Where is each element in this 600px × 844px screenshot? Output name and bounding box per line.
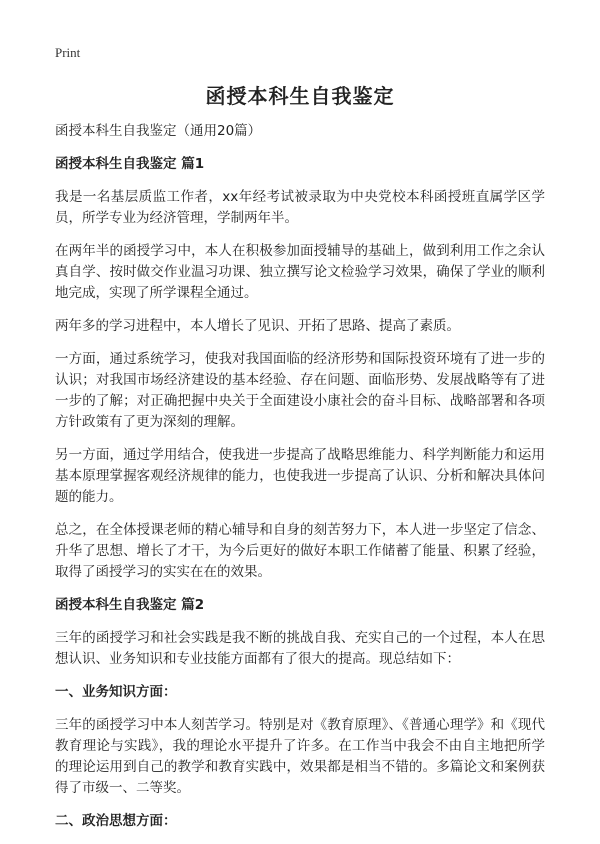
section-heading-2: 函授本科生自我鉴定 篇2 xyxy=(55,597,205,613)
page-title: 函授本科生自我鉴定 xyxy=(205,84,395,108)
section-1-paragraph-3: 两年多的学习进程中，本人增长了见识、开拓了思路、提高了素质。 xyxy=(55,318,460,334)
section-1-paragraph-5: 另一方面，通过学用结合，使我进一步提高了战略思维能力、科学判断能力和运用基本原理掌握客观经济规律的能力，也使我进一步提高了认识、分析和解决具体问题的能力。 xyxy=(55,447,545,505)
subsection-heading-1: 一、业务知识方面： xyxy=(55,684,177,700)
document-body xyxy=(55,121,545,844)
section-1-paragraph-4: 一方面，通过系统学习，使我对我国面临的经济形势和国际投资环境有了进一步的认识；对我国市场经济建设的基本经验、存在问题、面临形势、发展战略等有了进一步的了解；对正确把握中央关于全面建设小康社会的奋斗目标、战略部署和各项方针政策有了更为深刻的理解。 xyxy=(55,351,545,430)
section-heading-1: 函授本科生自我鉴定 篇1 xyxy=(55,156,205,172)
subsection-1-paragraph-1: 三年的函授学习中本人刻苦学习。特别是对《教育原理》、《普通心理学》和《现代教育理论与实践》，我的理论水平提升了许多。在工作当中我会不由自主地把所学的理论运用到自己的教学和教育实践中，效果都是相当不错的。多篇论文和案例获得了市级一、二等奖。 xyxy=(55,717,545,796)
document-subtitle: 函授本科生自我鉴定（通用20篇） xyxy=(55,123,262,139)
section-1-paragraph-1: 我是一名基层质监工作者，xx年经考试被录取为中央党校本科函授班直属学区学员，所学专业为经济管理，学制两年半。 xyxy=(55,189,545,226)
print-link[interactable]: Print xyxy=(55,45,81,60)
subsection-heading-2: 二、政治思想方面： xyxy=(55,813,177,829)
section-1-paragraph-2: 在两年半的函授学习中，本人在积极参加面授辅导的基础上，做到利用工作之余认真自学、按时做交作业温习功课、独立撰写论文检验学习效果，确保了学业的顺利地完成，实现了所学课程全通过。 xyxy=(55,243,545,301)
section-1-paragraph-6: 总之，在全体授课老师的精心辅导和自身的刻苦努力下，本人进一步坚定了信念、升华了思想、增长了才干，为今后更好的做好本职工作储蓄了能量、积累了经验，取得了函授学习的实实在在的效果。 xyxy=(55,522,545,580)
section-2-paragraph-1: 三年的函授学习和社会实践是我不断的挑战自我、充实自己的一个过程，本人在思想认识、业务知识和专业技能方面都有了很大的提高。现总结如下： xyxy=(55,630,545,667)
